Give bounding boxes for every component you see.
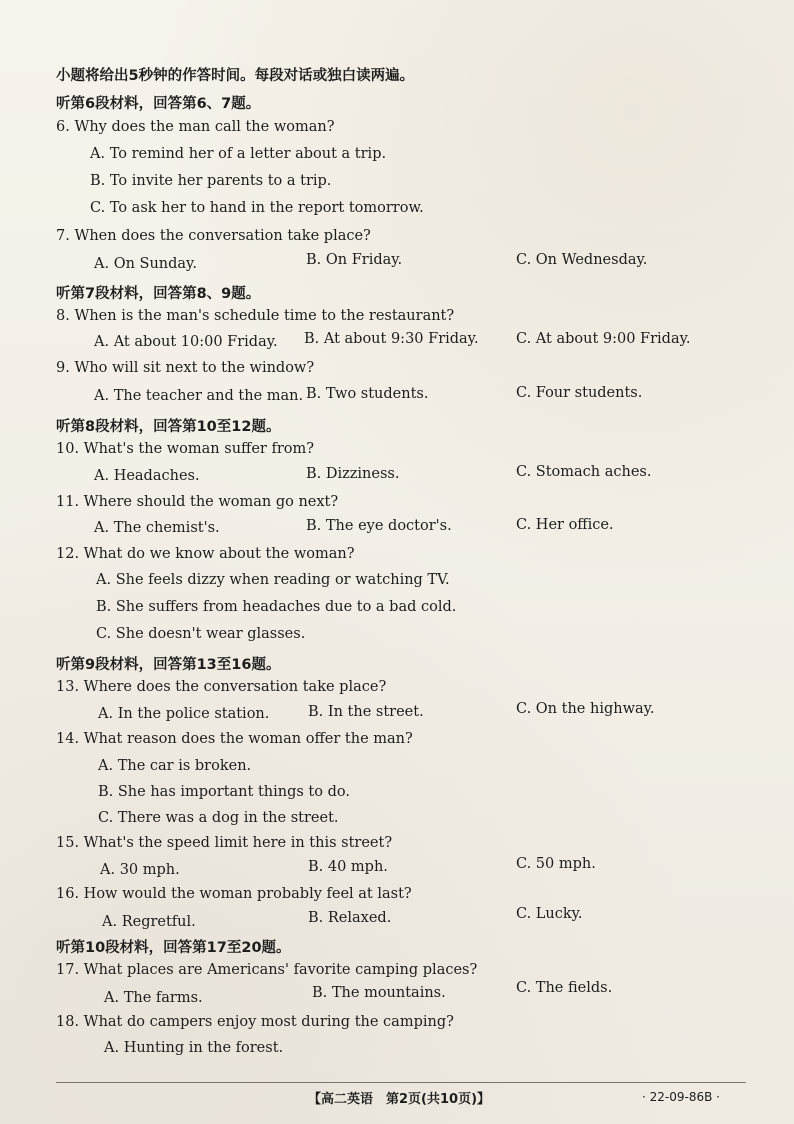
section-heading: 听第10段材料，回答第17至20题。 <box>56 940 291 956</box>
section-heading: 听第9段材料，回答第13至16题。 <box>56 657 281 673</box>
question-stem: 15. What's the speed limit here in this street? <box>56 835 393 851</box>
option-b: B. She suffers from headaches due to a bad cold. <box>96 599 457 615</box>
question-stem: 6. Why does the man call the woman? <box>56 119 335 135</box>
option-a: A. 30 mph. <box>100 862 180 878</box>
option-c: C. Stomach aches. <box>516 464 652 480</box>
option-c: C. 50 mph. <box>516 856 596 872</box>
option-a: A. Headaches. <box>94 468 200 484</box>
option-b: B. Dizziness. <box>306 466 400 482</box>
option-c: C. On the highway. <box>516 701 655 717</box>
option-a: A. To remind her of a letter about a trip. <box>90 146 387 162</box>
option-a: A. The chemist's. <box>94 520 220 536</box>
question-stem: 17. What places are Americans' favorite camping places? <box>56 962 478 978</box>
option-a: A. The farms. <box>104 990 203 1006</box>
section-heading: 听第8段材料，回答第10至12题。 <box>56 419 281 435</box>
section-heading: 听第7段材料，回答第8、9题。 <box>56 286 261 302</box>
option-b: B. To invite her parents to a trip. <box>90 173 332 189</box>
option-a: A. She feels dizzy when reading or watching TV. <box>96 572 450 588</box>
option-b: B. She has important things to do. <box>98 784 350 800</box>
option-b: B. In the street. <box>308 704 424 720</box>
option-c: C. She doesn't wear glasses. <box>96 626 306 642</box>
option-a: A. On Sunday. <box>94 256 197 272</box>
question-stem: 8. When is the man's schedule time to the restaurant? <box>56 308 455 324</box>
option-b: B. Two students. <box>306 386 429 402</box>
option-b: B. The eye doctor's. <box>306 518 452 534</box>
question-stem: 14. What reason does the woman offer the man? <box>56 731 413 747</box>
question-stem: 18. What do campers enjoy most during the camping? <box>56 1014 454 1030</box>
option-b: B. At about 9:30 Friday. <box>304 331 479 347</box>
option-b: B. Relaxed. <box>308 910 392 926</box>
option-c: C. There was a dog in the street. <box>98 810 339 826</box>
option-a: A. Hunting in the forest. <box>104 1040 284 1056</box>
question-stem: 12. What do we know about the woman? <box>56 546 355 562</box>
option-b: B. 40 mph. <box>308 859 388 875</box>
option-b: B. On Friday. <box>306 252 403 268</box>
question-stem: 16. How would the woman probably feel at last? <box>56 886 412 902</box>
question-stem: 10. What's the woman suffer from? <box>56 441 315 457</box>
option-b: B. The mountains. <box>312 985 446 1001</box>
option-a: A. At about 10:00 Friday. <box>94 334 278 350</box>
section-heading: 听第6段材料，回答第6、7题。 <box>56 96 261 112</box>
option-c: C. Her office. <box>516 517 614 533</box>
option-c: C. The fields. <box>516 980 613 996</box>
option-a: A. The car is broken. <box>98 758 252 774</box>
question-stem: 7. When does the conversation take place? <box>56 228 371 244</box>
option-a: A. Regretful. <box>102 914 196 930</box>
paper-code: · 22-09-86B · <box>642 1090 720 1104</box>
option-c: C. On Wednesday. <box>516 252 648 268</box>
intro-line: 小题将给出5秒钟的作答时间。每段对话或独白读两遍。 <box>56 68 415 84</box>
question-stem: 9. Who will sit next to the window? <box>56 360 315 376</box>
question-stem: 13. Where does the conversation take place? <box>56 679 387 695</box>
option-c: C. Four students. <box>516 385 643 401</box>
option-a: A. In the police station. <box>98 706 270 722</box>
option-c: C. At about 9:00 Friday. <box>516 331 691 347</box>
question-stem: 11. Where should the woman go next? <box>56 494 339 510</box>
page-footer: 【高二英语 第2页(共10页)】 <box>308 1092 491 1107</box>
option-c: C. Lucky. <box>516 906 583 922</box>
footer-divider <box>56 1082 746 1083</box>
option-a: A. The teacher and the man. <box>94 388 304 404</box>
option-c: C. To ask her to hand in the report tomorrow. <box>90 200 424 216</box>
